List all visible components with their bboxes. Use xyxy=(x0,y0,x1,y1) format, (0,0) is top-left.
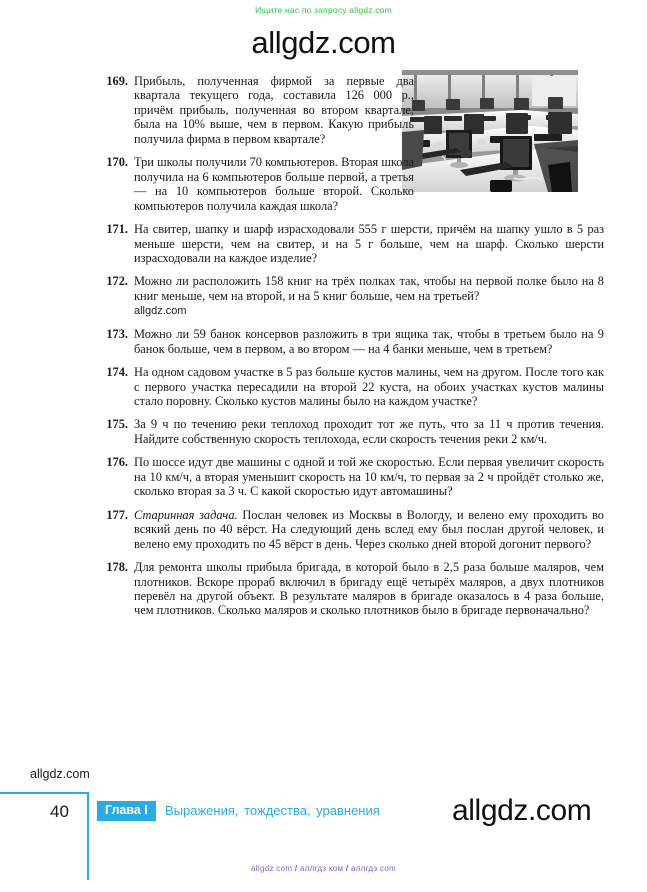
exercise-item xyxy=(96,560,604,618)
exercise-text: Прибыль, полученная фирмой за первые два квартала текущего года, составила 126 000 р., причём прибыль, полученная во втором квартале, была на 10% выше, чем в первом. Какую прибыль получила фирма в первом квартале? xyxy=(134,74,414,146)
exercise-item xyxy=(96,155,604,213)
exercise-text: Можно ли расположить 158 книг на трёх полках так, чтобы на первой полке было на 8 книг меньше, чем на второй, и на 5 книг больше, чем на третьей? xyxy=(134,274,604,303)
exercise-item xyxy=(96,274,604,318)
exercise-item xyxy=(96,222,604,265)
exercise-text: Можно ли 59 банок консервов разложить в три ящика так, чтобы в третьем было на 9 банок больше, чем в первом, а во втором — на 4 банки меньше, чем в третьем? xyxy=(134,327,604,356)
exercise-text: Для ремонта школы прибыла бригада, в которой было в 2,5 раза больше маляров, чем плотников. Вскоре прораб включил в бригаду ещё четырёх маляров, а двух плотников перевёл на другой объект. В результате маляров в бригаде оказалось в 4 раза больше, чем плотников. Сколько маляров и сколько плотников было в бригаде первоначально? xyxy=(134,560,604,618)
exercise-item xyxy=(96,508,604,551)
exercise-item xyxy=(96,417,604,446)
exercise-number: 175. xyxy=(106,417,128,432)
exercise-number: 172. xyxy=(106,274,128,289)
bottom-watermark-part-3: аллгдз com xyxy=(350,864,396,873)
exercise-text: Послан человек из Москвы в Вологду, и велено ему проходить во всякий день по 40 вёрст. На следующий день вслед ему был послан другой человек, и велено ему проходить по 45 вёрст в день. Через сколько дней второй догонит первого? xyxy=(134,507,604,551)
exercise-item xyxy=(96,365,604,408)
footer-site-logo: allgdz.com xyxy=(452,794,592,827)
exercise-item xyxy=(96,327,604,356)
exercise-item xyxy=(96,74,604,146)
lower-left-watermark: allgdz.com xyxy=(30,767,90,781)
footer-rule-horizontal xyxy=(0,792,88,794)
exercise-number: 178. xyxy=(106,560,128,575)
exercise-list xyxy=(96,74,604,627)
exercise-number: 169. xyxy=(106,74,128,88)
bottom-watermark-separator-2: / xyxy=(345,864,349,873)
exercise-number: 171. xyxy=(106,222,128,237)
exercise-text: На одном садовом участке в 5 раз больше кустов малины, чем на другом. После того как с первого участка пересадили на второй 22 куста, на обоих участках кустов малины стало поровну. Сколько кустов малины было на каждом участке? xyxy=(134,365,604,408)
chapter-title: Выражения, тождества, уравнения xyxy=(165,803,380,818)
bottom-watermark-part-1: allgdz com xyxy=(251,864,293,873)
exercise-text: За 9 ч по течению реки теплоход проходит тот же путь, что за 11 ч против течения. Найдите собственную скорость теплохода, если скорость течения реки 2 км/ч. xyxy=(134,417,604,446)
header-site-logo: allgdz.com xyxy=(251,25,396,60)
exercise-item xyxy=(96,455,604,498)
exercise-number: 170. xyxy=(106,155,128,170)
exercise-text: На свитер, шапку и шарф израсходовали 555 г шерсти, причём на шапку ушло в 5 раз меньше шерсти, чем на свитер, и на 5 г больше, чем на шарф. Сколько шерсти израсходовали на каждое изделие? xyxy=(134,222,604,265)
bottom-purple-watermark xyxy=(0,864,647,873)
exercise-number: 174. xyxy=(106,365,128,380)
inline-watermark: allgdz.com xyxy=(134,305,187,318)
exercise-italic-lead: Старинная задача. xyxy=(134,507,238,522)
page-number: 40 xyxy=(50,802,69,821)
exercise-text: По шоссе идут две машины с одной и той же скоростью. Если первая увеличит скорость на 10 км/ч, а вторая уменьшит скорость на 10 км/ч, то первая за 2 ч пройдёт столько же, сколько вторая за 3 ч. С какой скоростью идут автомашины? xyxy=(134,455,604,499)
exercise-text: Три школы получили 70 компьютеров. Вторая школа получила на 6 компьютеров больше первой, а третья — на 10 компьютеров больше второй. Сколько компьютеров получила каждая школа? xyxy=(134,155,414,213)
exercise-number: 173. xyxy=(106,327,128,342)
top-green-watermark: Ищите нас по запросу allgdz.com xyxy=(255,5,392,15)
exercise-number: 177. xyxy=(106,507,128,522)
bottom-watermark-separator-1: / xyxy=(294,864,298,873)
chapter-badge: Глава I xyxy=(97,801,156,821)
exercise-number: 176. xyxy=(106,455,128,470)
bottom-watermark-part-2: аллгдз ком xyxy=(299,864,344,873)
